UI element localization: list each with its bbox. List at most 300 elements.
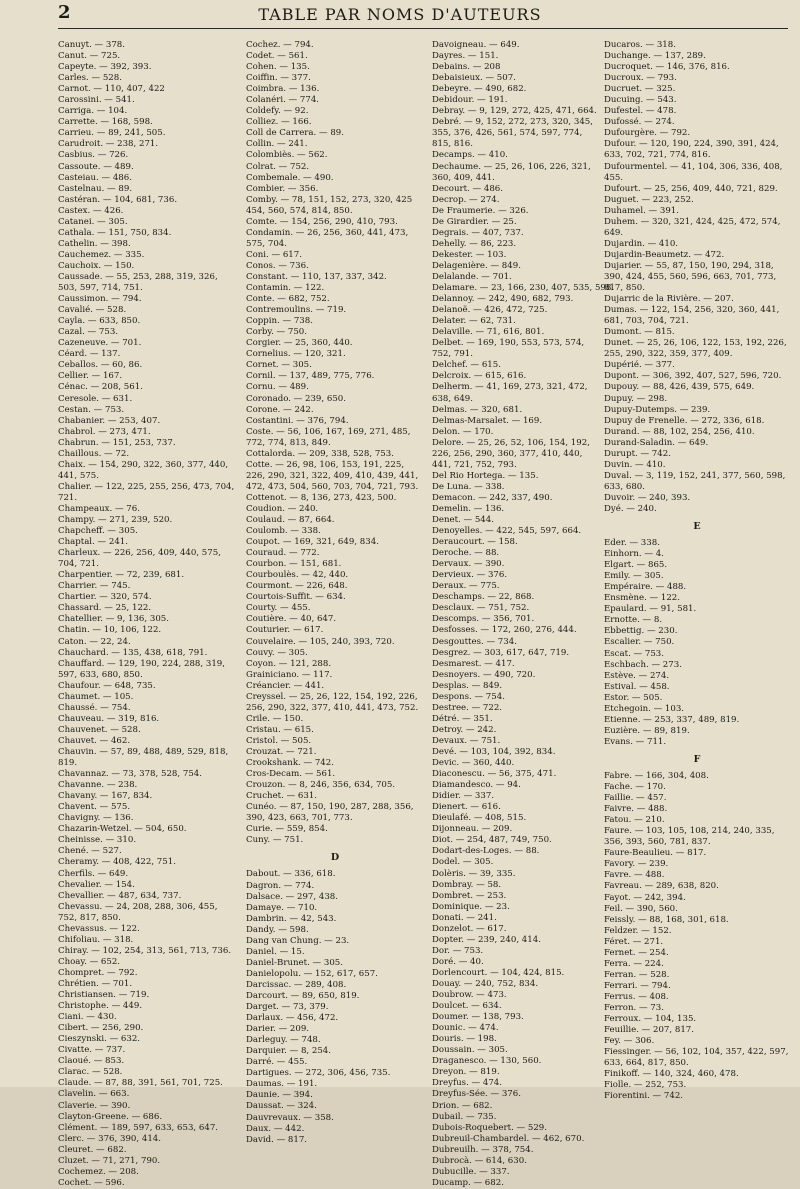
index-entry: Chartier. — 320, 574.	[58, 592, 152, 603]
index-entry: Deschamps. — 22, 868.	[432, 592, 535, 603]
index-entry: Chapcheff. — 305.	[58, 526, 138, 537]
index-entry: Escalier. — 750.	[604, 637, 675, 648]
index-entry: Cheramy. — 408, 422, 751.	[58, 857, 176, 868]
index-entry: De Luna. — 338.	[432, 481, 505, 492]
index-entry: Desfosses. — 172, 260, 276, 444.	[432, 625, 577, 636]
index-entry: Céard. — 137.	[58, 349, 121, 360]
index-entry: Colrat. — 752.	[246, 161, 310, 172]
index-entry: Cherfils. — 649.	[58, 868, 129, 879]
index-entry: Coulaud. — 87, 664.	[246, 515, 335, 526]
index-entry: Dubois-Roquebert. — 529.	[432, 1122, 548, 1133]
index-entry: Claude. — 87, 88, 391, 561, 701, 725.	[58, 1078, 223, 1089]
index-entry: Dupérié. — 377.	[604, 360, 675, 371]
index-entry: Cavalié. — 528.	[58, 305, 127, 316]
index-entry: Chauvenet. — 528.	[58, 724, 141, 735]
index-entry: Castéran. — 104, 681, 736.	[58, 194, 178, 205]
index-entry: Cochez. — 794.	[246, 40, 314, 50]
index-entry: Delcroix. — 615, 616.	[432, 371, 527, 382]
index-entry: Dujardin-Beaumetz. — 472.	[604, 249, 725, 260]
index-entry: Descomps. — 356, 701.	[432, 614, 535, 625]
index-entry: Darcourt. — 89, 650, 819.	[246, 990, 360, 1001]
index-entry: Curie. — 559, 854.	[246, 824, 328, 835]
index-entry: Dalsace. — 297, 438.	[246, 891, 338, 902]
index-entry: Dunet. — 25, 26, 106, 122, 153, 192, 226, 255, 290, 322, 359, 377, 409.	[604, 338, 787, 360]
index-entry: Duhem. — 320, 321, 424, 425, 472, 574, 649.	[604, 216, 781, 238]
index-entry: Estival. — 458.	[604, 681, 670, 692]
index-entry: Dienert. — 616.	[432, 802, 501, 813]
index-entry: Chifoliau. — 318.	[58, 934, 134, 945]
index-entry: Dauvrevaux. — 358.	[246, 1112, 334, 1123]
index-entry: Carrieu. — 89, 241, 505.	[58, 128, 166, 139]
index-entry: Dagron. — 774.	[246, 880, 315, 891]
index-entry: Delherm. — 41, 169, 273, 321, 472, 638, 649.	[432, 382, 588, 404]
index-entry: Duchange. — 137, 289.	[604, 51, 706, 62]
index-entry: Dopter. — 239, 240, 414.	[432, 934, 541, 945]
index-entry: Claverie. — 390.	[58, 1100, 131, 1111]
index-entry: Cibert. — 256, 290.	[58, 1023, 144, 1034]
index-entry: Despons. — 754.	[432, 691, 505, 702]
index-entry: Conos. — 736.	[246, 260, 309, 271]
index-entry: Chavigny. — 136.	[58, 813, 134, 824]
index-entry: Coldefy. — 92.	[246, 106, 309, 117]
index-entry: Dujarier. — 55, 87, 150, 190, 294, 318, 390, 424, 455, 560, 596, 663, 701, 773, 817, 850.	[604, 260, 777, 294]
index-entry: Empéraire. — 488.	[604, 582, 687, 593]
index-entry: Chassard. — 25, 122.	[58, 603, 152, 614]
index-entry: Ducaros. — 318.	[604, 40, 676, 50]
index-entry: Dekester. — 103.	[432, 249, 507, 260]
index-entry: Courmont. — 226, 648.	[246, 581, 348, 592]
index-entry: Chaussé. — 754.	[58, 702, 131, 713]
index-entry: Estève. — 274.	[604, 670, 670, 681]
index-entry: Desclaux. — 751, 752.	[432, 603, 530, 614]
index-entry: Ducruet. — 325.	[604, 84, 676, 95]
index-entry: Dupuy-Dutemps. — 239.	[604, 404, 711, 415]
index-entry: Crouzon. — 8, 246, 356, 634, 705.	[246, 780, 396, 791]
index-entry: Canut. — 725.	[58, 51, 121, 62]
index-entry: Delater. — 62, 731.	[432, 316, 516, 327]
index-entry: Couvelaire. — 105, 240, 393, 720.	[246, 636, 395, 647]
index-entry: Detroy. — 242.	[432, 724, 497, 735]
index-entry: Coutière. — 40, 647.	[246, 614, 337, 625]
index-entry: Dandy. — 598.	[246, 924, 309, 935]
index-entry: Chabrol. — 273, 471.	[58, 426, 151, 437]
index-entry: Darlaux. — 456, 472.	[246, 1013, 339, 1024]
index-entry: Condamin. — 26, 256, 360, 441, 473, 575, 704.	[246, 227, 409, 249]
index-column-1	[58, 40, 238, 1189]
index-entry: Clarac. — 528.	[58, 1067, 123, 1078]
index-entry: Chauffard. — 129, 190, 224, 288, 319, 597, 633, 680, 850.	[58, 658, 225, 680]
index-entry: Corby. — 750.	[246, 327, 307, 338]
index-entry: Chauvet. — 462.	[58, 735, 131, 746]
index-entry: Delanoë. — 426, 472, 725.	[432, 305, 548, 316]
index-entry: Desnoyers. — 490, 720.	[432, 669, 536, 680]
index-entry: Dumas. — 122, 154, 256, 320, 360, 441, 681, 703, 704, 721.	[604, 305, 780, 327]
index-entry: Comte. — 154, 256, 290, 410, 793.	[246, 216, 398, 227]
index-entry: Chauveau. — 319, 816.	[58, 713, 160, 724]
index-entry: Caton. — 22, 24.	[58, 636, 131, 647]
index-entry: Dyé. — 240.	[604, 503, 657, 514]
index-entry: Darcissac. — 289, 408.	[246, 979, 347, 990]
index-entry: Contamin. — 122.	[246, 283, 325, 294]
index-entry: Daumas. — 191.	[246, 1079, 318, 1090]
index-entry: Dupuy de Frenelle. — 272, 336, 618.	[604, 415, 765, 426]
index-entry: Estor. — 505.	[604, 692, 663, 703]
index-entry: Cieszynski. — 632.	[58, 1034, 141, 1045]
index-entry: Costantini. — 376, 794.	[246, 415, 349, 426]
index-entry: Dodel. — 305.	[432, 857, 494, 868]
index-entry: Combier. — 356.	[246, 183, 319, 194]
index-entry: Corone. — 242.	[246, 404, 314, 415]
index-entry: Courty. — 455.	[246, 603, 311, 614]
index-entry: Fiolle. — 252, 753.	[604, 1080, 687, 1091]
index-column-4	[604, 40, 790, 1102]
index-entry: Duguet. — 223, 252.	[604, 194, 694, 205]
index-entry: Capeyte. — 392, 393.	[58, 62, 152, 73]
index-entry: Desgrez. — 303, 617, 647, 719.	[432, 647, 570, 658]
index-entry: Cornelius. — 120, 321.	[246, 349, 346, 360]
index-entry: Chevallier. — 487, 634, 737.	[58, 890, 182, 901]
index-entry: Cassoute. — 489.	[58, 161, 134, 172]
index-entry: Cayla. — 633, 850.	[58, 316, 141, 327]
index-entry: Daunie. — 394.	[246, 1090, 313, 1101]
index-entry: Ducuing. — 543.	[604, 95, 677, 106]
index-entry: Codet. — 561.	[246, 51, 308, 62]
index-entry: Charpentier. — 72, 239, 681.	[58, 570, 185, 581]
index-entry: Catanei. — 305.	[58, 216, 128, 227]
index-entry: Denet. — 544.	[432, 515, 494, 526]
index-entry: Favre. — 488.	[604, 870, 665, 881]
index-entry: Dijonneau. — 209.	[432, 824, 513, 835]
index-entry: Courtois-Suffit. — 634.	[246, 592, 346, 603]
index-entry: Cochemez. — 208.	[58, 1166, 139, 1177]
index-entry: Delore. — 25, 26, 52, 106, 154, 192, 226, 256, 290, 360, 377, 410, 440, 441, 721, 752, 793.	[432, 437, 590, 470]
index-entry: Claoué. — 853.	[58, 1056, 125, 1067]
index-entry: Cottalorda. — 209, 338, 528, 753.	[246, 448, 394, 459]
index-entry: Dodart-des-Loges. — 88.	[432, 846, 540, 857]
index-entry: Chavannaz. — 73, 378, 528, 754.	[58, 769, 202, 780]
index-entry: Dervieux. — 376.	[432, 570, 508, 581]
index-entry: Chevalier. — 154.	[58, 879, 135, 890]
index-entry: Desplas. — 849.	[432, 680, 503, 691]
index-entry: Dubrocà. — 614, 630.	[432, 1155, 527, 1166]
page-header	[0, 0, 800, 32]
index-entry: Daniel. — 15.	[246, 946, 305, 957]
index-entry: Crouzat. — 721.	[246, 747, 317, 757]
index-entry: Delbet. — 169, 190, 553, 573, 574, 752, 791.	[432, 338, 585, 360]
index-entry: Courboulès. — 42, 440.	[246, 570, 349, 581]
index-entry: Dabout. — 336, 618.	[246, 869, 336, 880]
index-entry: Drion. — 682.	[432, 1100, 493, 1111]
index-entry: Coni. — 617.	[246, 249, 302, 260]
index-entry: Dufourgère. — 792.	[604, 128, 691, 139]
index-entry: Combemale. — 490.	[246, 172, 334, 183]
index-entry: Chatellier. — 9, 136, 305.	[58, 614, 169, 625]
index-entry: Conte. — 682, 752.	[246, 294, 330, 305]
index-entry: Couturier. — 617.	[246, 625, 324, 636]
index-entry: Fayot. — 242, 394.	[604, 892, 686, 903]
index-entry: Chatin. — 10, 106, 122.	[58, 625, 162, 636]
index-entry: Cénac. — 208, 561.	[58, 382, 143, 393]
index-entry: Elgart. — 865.	[604, 560, 668, 571]
index-entry: Dartigues. — 272, 306, 456, 735.	[246, 1068, 391, 1079]
index-entry: Ducamp. — 682.	[432, 1177, 504, 1188]
index-entry: Dupont. — 306, 392, 407, 527, 596, 720.	[604, 371, 782, 382]
index-entry: Cotte. — 26, 98, 106, 153, 191, 225, 226, 290, 321, 322, 409, 410, 439, 441, 472, 473, 504, 560, 703, 704, 721, 793.	[246, 459, 419, 492]
index-entry: Cauchemez. — 335.	[58, 249, 145, 260]
index-entry: Chevassus. — 122.	[58, 923, 140, 934]
index-entry: Davoigneau. — 649.	[432, 40, 520, 50]
index-entry: Ferron. — 73.	[604, 1002, 664, 1013]
index-entry: Decamps. — 410.	[432, 150, 508, 161]
section-letter: E	[693, 521, 701, 533]
index-entry: Fernet. — 254.	[604, 947, 669, 958]
index-entry: Chauvin. — 57, 89, 488, 489, 529, 818, 819.	[58, 747, 229, 769]
index-entry: Euzière. — 89, 819.	[604, 725, 690, 736]
index-entry: Damaye. — 710.	[246, 902, 318, 913]
index-entry: Feuillie. — 207, 817.	[604, 1025, 694, 1036]
index-entry: Darget. — 73, 379.	[246, 1002, 329, 1013]
index-entry: Créancier. — 441.	[246, 680, 325, 691]
index-entry: Faure. — 103, 105, 108, 214, 240, 335, 356, 393, 560, 781, 837.	[604, 826, 775, 848]
index-entry: Carrette. — 168, 598.	[58, 117, 153, 128]
index-entry: Coupot. — 169, 321, 649, 834.	[246, 537, 379, 548]
index-entry: Evans. — 711.	[604, 736, 667, 747]
index-entry: Dreyon. — 819.	[432, 1067, 500, 1078]
index-entry: Dubreuilh. — 378, 754.	[432, 1144, 534, 1155]
index-column-2	[246, 40, 424, 1146]
index-entry: Deraucourt. — 158.	[432, 537, 518, 548]
index-entry: Dupouy. — 88, 426, 439, 575, 649.	[604, 382, 755, 393]
index-entry: Delalande. — 701.	[432, 271, 512, 282]
index-entry: Coimbra. — 136.	[246, 84, 320, 95]
index-entry: Chavanne. — 238.	[58, 780, 138, 791]
index-entry: Chabanier. — 253, 407.	[58, 415, 161, 426]
index-entry: Ferrus. — 408.	[604, 991, 669, 1002]
index-entry: Carossini. — 541.	[58, 95, 135, 106]
index-entry: Dominique. — 23.	[432, 901, 510, 912]
index-entry: Champeaux. — 76.	[58, 503, 140, 514]
index-entry: Cleuret. — 682.	[58, 1144, 127, 1155]
index-entry: Dor. — 753.	[432, 945, 484, 956]
index-entry: Devé. — 103, 104, 392, 834.	[432, 747, 556, 757]
index-entry: Decourt. — 486.	[432, 183, 503, 194]
index-entry: Cazal. — 753.	[58, 327, 119, 338]
index-entry: Carriga. — 104.	[58, 106, 128, 117]
index-entry: Coste. — 56, 106, 167, 169, 271, 485, 772, 774, 813, 849.	[246, 426, 411, 448]
index-entry: Coulomb. — 338.	[246, 526, 321, 537]
index-entry: Chaillous. — 72.	[58, 448, 130, 459]
index-entry: Ceballos. — 60, 86.	[58, 360, 143, 371]
index-entry: Donati. — 241.	[432, 912, 497, 923]
index-entry: Couraud. — 772.	[246, 548, 320, 559]
index-entry: Clavelin. — 663.	[58, 1089, 130, 1100]
index-entry: Coronado. — 239, 650.	[246, 393, 347, 404]
index-entry: Delannoy. — 242, 490, 682, 793.	[432, 294, 574, 305]
index-entry: Cathala. — 151, 750, 834.	[58, 227, 172, 238]
index-entry: Didier. — 337.	[432, 791, 495, 802]
index-entry: Dreyfus-Sée. — 376.	[432, 1089, 521, 1100]
index-entry: Desmarest. — 417.	[432, 658, 515, 669]
index-entry: Doussain. — 305.	[432, 1045, 508, 1056]
index-entry: Féret. — 271.	[604, 936, 664, 947]
index-entry: Demacon. — 242, 337, 490.	[432, 492, 553, 503]
index-entry: Chaix. — 154, 290, 322, 360, 377, 440, 441, 575.	[58, 459, 229, 481]
index-entry: Douris. — 198.	[432, 1034, 497, 1045]
index-entry: Coiffin. — 377.	[246, 73, 311, 84]
index-entry: Dreyfus. — 474.	[432, 1078, 502, 1089]
index-entry: Civatte. — 737.	[58, 1045, 126, 1056]
index-entry: Durand. — 88, 102, 254, 256, 410.	[604, 426, 755, 437]
index-entry: Daniel-Brunet. — 305.	[246, 957, 343, 968]
index-entry: Chevassu. — 24, 208, 288, 306, 455, 752, 817, 850.	[58, 901, 218, 923]
index-entry: Casteiau. — 486.	[58, 172, 132, 183]
index-entry: Chrétien. — 701.	[58, 978, 133, 989]
index-entry: Cohen. — 135.	[246, 62, 310, 73]
index-entry: Dang van Chung. — 23.	[246, 935, 350, 946]
index-entry: Feissly. — 88, 168, 301, 618.	[604, 914, 729, 925]
index-entry: Cochet. — 596.	[58, 1177, 125, 1188]
index-entry: Deroche. — 88.	[432, 548, 500, 559]
index-entry: Ebbettig. — 230.	[604, 626, 678, 637]
index-entry: Colanéri. — 774.	[246, 95, 320, 106]
header-rule	[58, 28, 788, 29]
index-entry: Doré. — 40.	[432, 956, 484, 967]
index-entry: Ferra. — 224.	[604, 958, 664, 969]
section-letter: F	[693, 753, 701, 765]
index-entry: Crile. — 150.	[246, 713, 304, 724]
index-entry: Dubreuil-Chambardel. — 462, 670.	[432, 1133, 585, 1144]
index-entry: Dayres. — 151.	[432, 51, 499, 62]
index-entry: Coudion. — 240.	[246, 503, 319, 514]
index-entry: Ensmène. — 122.	[604, 593, 680, 604]
index-entry: Duvoir. — 240, 393.	[604, 492, 691, 503]
index-entry: Cauchoix. — 150.	[58, 260, 135, 271]
index-entry: Dervaux. — 390.	[432, 559, 505, 570]
index-entry: Doubrow. — 473.	[432, 990, 507, 1001]
index-entry: Finikoff. — 140, 324, 460, 478.	[604, 1069, 739, 1080]
index-entry: Dounic. — 474.	[432, 1023, 499, 1034]
index-entry: Ernotte. — 8.	[604, 615, 663, 626]
index-entry: Fabre. — 166, 304, 408.	[604, 771, 709, 781]
index-entry: Ducroux. — 793.	[604, 73, 677, 84]
index-entry: Colliez. — 166.	[246, 117, 312, 128]
index-entry: Fiessinger. — 56, 102, 104, 357, 422, 597, 633, 664, 817, 850.	[604, 1047, 789, 1069]
index-entry: Dujardin. — 410.	[604, 238, 679, 249]
index-entry: Dumont. — 815.	[604, 327, 675, 338]
index-entry: Donzelot. — 617.	[432, 923, 507, 934]
index-entry: Chaufour. — 648, 735.	[58, 680, 156, 691]
index-entry: Duval. — 3, 119, 152, 241, 377, 560, 598, 633, 680.	[604, 470, 786, 492]
index-entry: Comby. — 78, 151, 152, 273, 320, 425 454, 560, 574, 814, 850.	[246, 194, 413, 216]
index-entry: Cuny. — 751.	[246, 835, 304, 846]
index-entry: Christophe. — 449.	[58, 1001, 143, 1012]
index-entry: Cestan. — 753.	[58, 404, 125, 415]
index-entry: Debeyre. — 490, 682.	[432, 84, 527, 95]
index-entry: Grainiciano. — 117.	[246, 669, 333, 680]
index-entry: Dubucille. — 337.	[432, 1166, 510, 1177]
index-entry: Christiansen. — 719.	[58, 990, 150, 1001]
index-entry: Einhorn. — 4.	[604, 549, 664, 560]
index-entry: Cazeneuve. — 701.	[58, 338, 142, 349]
index-entry: Draganesco. — 130, 560.	[432, 1056, 542, 1067]
index-entry: Cornu. — 489.	[246, 382, 309, 393]
index-entry: Couvy. — 305.	[246, 647, 308, 658]
index-entry: Champy. — 271, 239, 520.	[58, 515, 173, 526]
index-entry: Diamandesco. — 94.	[432, 780, 521, 791]
index-entry: Destree. — 722.	[432, 702, 503, 713]
index-entry: Castelnau. — 89.	[58, 183, 133, 194]
index-entry: Caussimon. — 794.	[58, 294, 142, 305]
index-entry: Charleux. — 226, 256, 409, 440, 575, 704, 721.	[58, 548, 221, 570]
index-entry: De Girardier. — 25.	[432, 216, 517, 227]
index-entry: Desgouttes. — 734.	[432, 636, 517, 647]
index-entry: Eschbach. — 273.	[604, 659, 682, 670]
index-entry: Dufossé. — 274.	[604, 117, 675, 128]
index-entry: Coppin. — 738.	[246, 316, 313, 327]
index-entry: Dujarric de la Rivière. — 207.	[604, 294, 734, 305]
index-entry: Dombray. — 58.	[432, 879, 502, 890]
index-entry: Chaptal. — 241.	[58, 537, 128, 548]
index-entry: Crookshank. — 742.	[246, 758, 334, 769]
index-entry: Danielopolu. — 152, 617, 657.	[246, 968, 378, 979]
index-entry: Ferran. — 528.	[604, 969, 670, 980]
index-entry: Ciani. — 430.	[58, 1012, 117, 1023]
index-entry: Carles. — 528.	[58, 73, 122, 84]
index-entry: Ferrari. — 794.	[604, 980, 671, 991]
index-entry: Chiray. — 102, 254, 313, 561, 713, 736.	[58, 945, 232, 956]
index-entry: Chalier. — 122, 225, 255, 256, 473, 704, 721.	[58, 481, 235, 503]
index-entry: Feldzer. — 152.	[604, 925, 672, 936]
index-entry: Cros-Decam. — 561.	[246, 769, 336, 780]
index-entry: Constant. — 110, 137, 337, 342.	[246, 271, 387, 282]
index-entry: Delchef. — 615.	[432, 360, 501, 371]
index-entry: Carudroit. — 238, 271.	[58, 139, 159, 150]
index-entry: Cunéo. — 87, 150, 190, 287, 288, 356, 390, 423, 663, 701, 773.	[246, 802, 414, 824]
index-entry: Cheinisse. — 310.	[58, 835, 137, 846]
index-column-3	[432, 40, 615, 1189]
index-entry: Decrop. — 274.	[432, 194, 500, 205]
index-entry: Darré. — 455.	[246, 1057, 308, 1068]
index-entry: Favory. — 239.	[604, 859, 669, 870]
index-entry: Cristol. — 505.	[246, 735, 312, 746]
index-entry: Del Rio Hortega. — 135.	[432, 470, 539, 481]
index-entry: David. — 817.	[246, 1134, 308, 1145]
index-entry: Delagenière. — 849.	[432, 260, 521, 271]
index-entry: Emily. — 305.	[604, 571, 664, 582]
index-entry: Corgier. — 25, 360, 440.	[246, 338, 353, 349]
index-entry: Fey. — 306.	[604, 1036, 655, 1047]
index-entry: Dufour. — 120, 190, 224, 390, 391, 424, 633, 702, 721, 774, 816.	[604, 139, 779, 161]
index-entry: Diot. — 254, 487, 749, 750.	[432, 835, 552, 846]
index-entry: Favreau. — 289, 638, 820.	[604, 881, 719, 892]
index-entry: Denoyelles. — 422, 545, 597, 664.	[432, 526, 582, 537]
index-entry: Etienne. — 253, 337, 489, 819.	[604, 714, 740, 725]
index-entry: Delaville. — 71, 616, 801.	[432, 327, 545, 338]
index-entry: Fache. — 170.	[604, 782, 666, 793]
index-entry: Colombiès. — 562.	[246, 150, 328, 161]
index-entry: Cornet. — 305.	[246, 360, 312, 371]
index-entry: Coyon. — 121, 288.	[246, 658, 332, 669]
index-entry: Chompret. — 792.	[58, 967, 138, 978]
index-entry: Charrier. — 745.	[58, 581, 131, 592]
index-entry: Coll de Carrera. — 89.	[246, 128, 344, 139]
index-entry: Dombret. — 253.	[432, 890, 507, 901]
index-entry: Ducroquet. — 146, 376, 816.	[604, 62, 730, 73]
index-entry: Cristau. — 615.	[246, 724, 314, 735]
index-entry: Diaconescu. — 56, 375, 471.	[432, 769, 557, 780]
index-entry: Cottenot. — 8, 136, 273, 423, 500.	[246, 492, 397, 503]
index-entry: Cluzet. — 71, 271, 790.	[58, 1155, 161, 1166]
